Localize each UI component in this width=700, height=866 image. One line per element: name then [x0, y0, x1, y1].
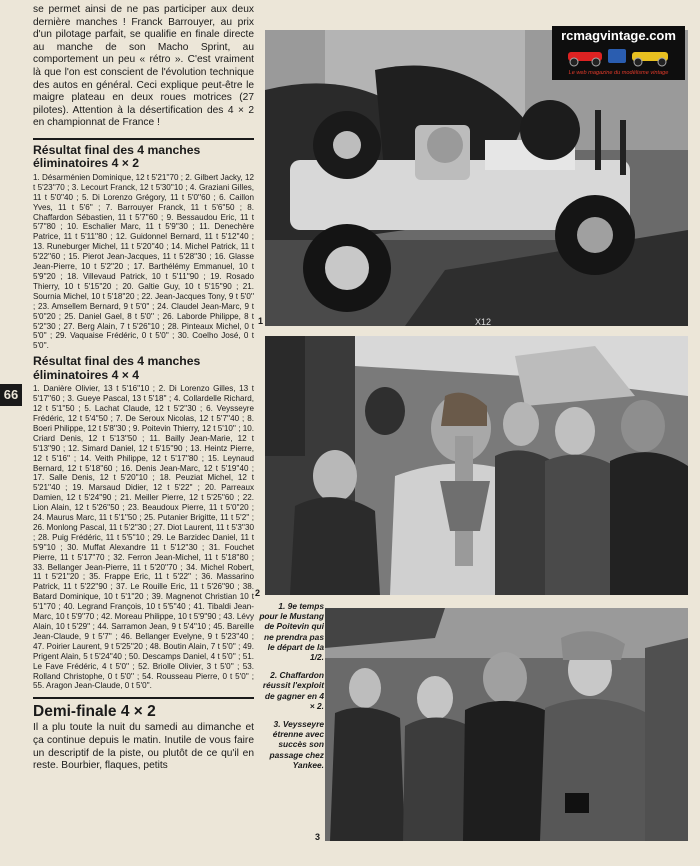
logo-car-icon	[562, 46, 675, 68]
photo-crowd	[325, 608, 688, 841]
demi-finale-title: Demi-finale 4 × 2	[33, 703, 156, 721]
crowd-photo-graphic	[325, 608, 688, 841]
results-4x2-title: Résultat final des 4 manches éliminatoires 4 × 2	[33, 142, 201, 171]
photo-number-3: 3	[315, 832, 321, 842]
logo-title: rcmagvintage.com	[561, 28, 676, 43]
results-4x4-list: 1. Danière Olivier, 13 t 5'16''10 ; 2. Di Lorenzo Gilles, 13 t 5'17''60 ; 3. Gueye Pascal, 13 t 5'18'' ; 4. Collardelle Richard, 12 t 5'1''50 ; 5. Lachat Claude, 12 t 5'2''30 ; 6. Veysseyre Frédéric, 12 t 5'4''50 ; 7. De Seroux Nicolas, 12 t 5'7''40 ; 8. Boeri Philippe, 12 t 5'8''30 ; 9. Poitevin Thierry, 12 t 5'10'' ; 10. Criard Denis, 12 t 5'13''50 ; 11. Bailly Jean-Marie, 12 t 5'13''90 ; 12. Simard Daniel, 12 t 5'15''90 ; 13. Heintz Pierre, 12 t 5'16'' ; 14. Veith Philippe, 12 t 5'17''80 ; 15. Leynaud Bernard, 12 t 5'18''60 ; 16. Denis Jean-Marc, 12 t 5'19''40 ; 17. Salle Denis, 12 t 5'20''10 ; 18. Peuziat Michel, 12 t 5'21''40 ; 19. Marsaud Didier, 12 t 5'22'' ; 20. Parreaux Damien, 12 t 5'24''90 ; 21. Meiller Pierre, 12 t 5'25''60 ; 22. Lion Alain, 12 t 5'26''50 ; 23. Beaudoux Pierre, 11 t 5'0''20 ; 24. Maurus Marc, 11 t 5'1''50 ; 25. Putanier Brigitte, 11 t 5'2'' ; 26. Monlong Pascal, 11 t 5'2''30 ; 27. Diot Laurent, 11 t 5'3''30 ; 28. Puig Frédéric, 11 t 5'5''10 ; 29. Le Barzidec Daniel, 11 t 5'9''10 ; 30. Muffat Alexandre 11 t 5'12''30 ; 31. Fouchet Pierre, 11 t 5'17''70 ; 32. Ferron Jean-Michel, 11 t 5'18''80 ; 33. Bellanger Jean-Pierre, 11 t 5'20''70 ; 34. Michel Robert, 11 t 5'21''20 ; 35. Frappe Eric, 11 t 5'22'' ; 36. Massarino Patrick, 11 t 5'22''90 ; 37. Le Rouille Eric, 11 t 5'26''90 ; 38. Batard Dominique, 10 t 5'1''20 ; 39. Magnenot Christian 10 t 5'1''70 ; 40. Legrand François, 10 t 5'5''40 ; 41. Tibaldi Jean-Marc, 10 t 5'9''70 ; 42. Moreau Philippe, 10 t 5'9''90 ; 43. Lévy Alain, 10 t 5'29'' ; 44. Sarramon Jean, 9 t 5'4''10 ; 45. Bareille Jean-Claude, 9 t 5'7'' ; 46. Bellanger Evelyne, 9 t 5'23''40 ; 47. Poirier Laurent, 9 t 5'25''20 ; 48. Boutin Alain, 7 t 5'0'' ; 49. Prigent Alain, 5 t 5'24''40 ; 50. Descamps Daniel, 4 t 5'0'' ; 51. Le Fave Frédéric, 4 t 5'0'' ; 52. Briolle Olivier, 3 t 5'0'' ; 53. Rolland Christophe, 0 t 5'0'' ; 54. Rousseau Pierre, 0 t 5'0'' ; 55. Aragon Jean-Claude, 0 t 5'0''.	[33, 384, 254, 691]
results-4x4-title: Résultat final des 4 manches éliminatoires 4 × 4	[33, 354, 201, 382]
winner-photo-graphic	[265, 336, 688, 595]
demi-finale-text: Il a plu toute la nuit du samedi au dimanche et ça continue depuis le matin. Inutile de vous faire un descriptif de la piste, ou plutôt de ce qu'il en reste. Bourbier, flaques, petits	[33, 722, 254, 772]
left-text-column	[33, 4, 254, 773]
caption-1: 1. 9e temps pour le Mustang de Poitevin qui ne prendra pas le départ de la 1/2.	[259, 601, 324, 663]
caption-3: 3. Veysseyre étrenne avec succès son passage chez Yankee.	[269, 719, 324, 770]
results-4x2-list: 1. Désarménien Dominique, 12 t 5'21''70 ; 2. Gilbert Jacky, 12 t 5'23''70 ; 3. Lecourt Franck, 12 t 5'30''10 ; 4. Graziani Gilles, 11 t 5'0''40 ; 5. Di Lorenzo Grégory, 11 t 5'0''60 ; 6. Caillon Yves, 11 t 5'6'' ; 7. Barrouyer Franck, 11 t 5'6''50 ; 8. Chaffardon Sébastien, 11 t 5'7''60 ; 9. Bessaudou Eric, 11 t 5'7''80 ; 10. Eschalier Marc, 11 t 5'9''30 ; 11. Denechère Patrice, 11 t 5'11''80 ; 12. Guidonnel Bernard, 11 t 5'12''40 ; 13. Runeburger Michel, 11 t 5'20''40 ; 14. Michel Patrick, 11 t 5'22''60 ; 15. Pierot Jean-Jacques, 11 t 5'28''30 ; 16. Glasse Jean-Pierre, 10 t 5'2''20 ; 17. Barthélémy Emmanuel, 10 t 5'9''20 ; 18. Villevaud Patrick, 10 t 5'11''90 ; 19. Rosado Thierry, 10 t 5'15''20 ; 20. Galtie Guy, 10 t 5'15''90 ; 21. Sournia Michel, 10 t 5'18''20 ; 22. Jean-Jacques Tony, 9 t 5'0'' ; 23. Amsellem Bernard, 9 t 5'0'' ; 24. Claudel Jean-Marc, 9 t 5'0''20 ; 25. Daniel Gael, 8 t 5'0'' ; 26. Laborde Philippe, 8 t 5'2''30 ; 27. Berg Alain, 7 t 5'26''10 ; 28. Pinteaux Michel, 0 t 5'0'' ; 29. Vaquaise Frédéric, 0 t 5'0'' ; 30. Coelho José, 0 t 5'0''.	[33, 172, 254, 351]
caption-2: 2. Chaffardon réussit l'exploit de gagner en 4 × 2.	[262, 670, 324, 711]
rcmagvintage-logo	[552, 26, 685, 80]
photo-number-2: 2	[255, 588, 261, 598]
page-number: 66	[0, 384, 22, 406]
photo-winner-trophy	[265, 336, 688, 595]
photo-number-1: 1	[258, 316, 264, 326]
intro-paragraph: se permet ainsi de ne pas participer aux deux dernière manches ! Franck Barrouyer, au prix d'un pilotage parfait, se qualifie en finale directe au manche de son Macho Sprint, au comportement un peu « rétro ». C'est vraiment là que l'on est conscient de l'évolution technique des autos en général. Ceci explique peut-être le maigre plateau en deux roues motrices (27 pilotes). Attention à la désertification des 4 × 2 en championnat de France !	[33, 4, 254, 129]
logo-subtitle: Le web magazine du modélisme vintage	[568, 70, 669, 76]
car-sticker-text: X12	[475, 317, 492, 326]
photo-captions	[258, 601, 324, 778]
